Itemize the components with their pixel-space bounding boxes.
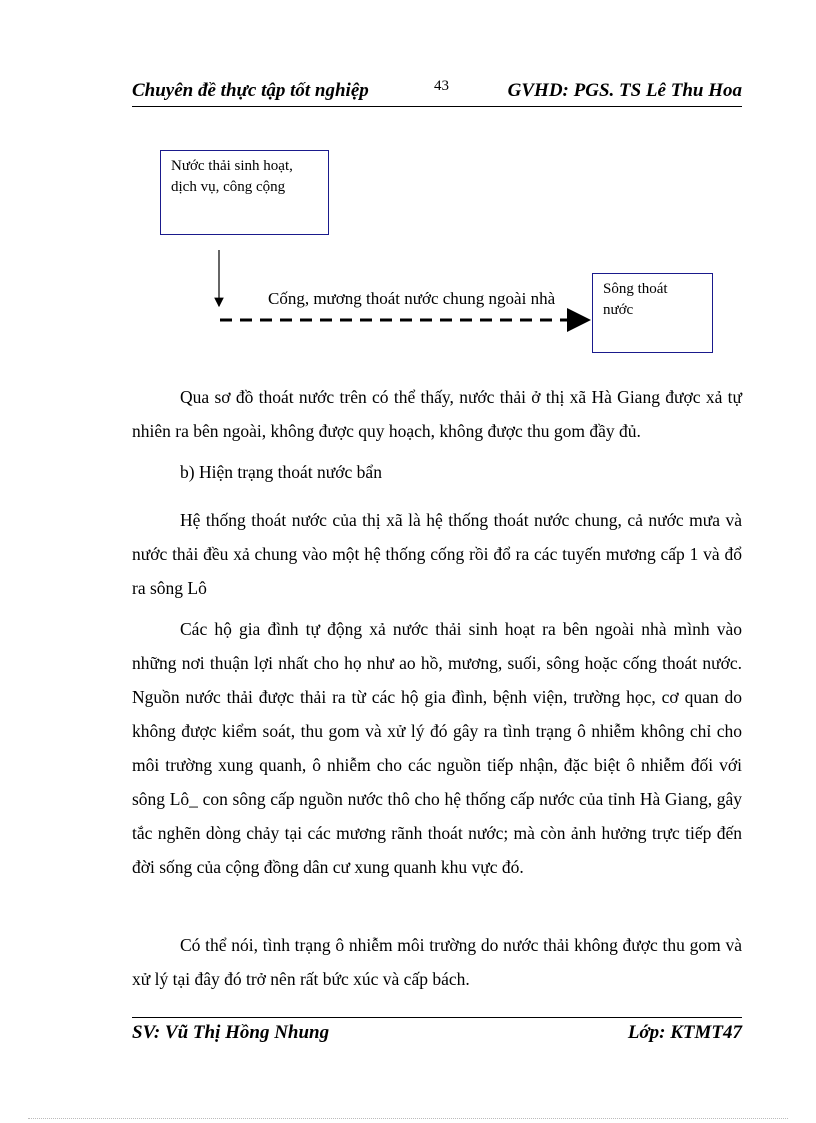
source-box: [160, 150, 329, 235]
target-box-line-1: Sông thoát: [603, 281, 668, 297]
page-edge: [28, 1118, 788, 1119]
footer-rule: [132, 1017, 742, 1018]
channel-label: Cống, mương thoát nước chung ngoài nhà: [268, 289, 556, 308]
footer-student: SV: Vũ Thị Hồng Nhung: [132, 1022, 330, 1043]
page-number: 43: [434, 78, 449, 94]
paragraph-2: Hệ thống thoát nước của thị xã là hệ thống thoát nước chung, cả nước mưa và nước thải đều xả chung vào một hệ thống cống rồi đổ ra các tuyến mương cấp 1 và đổ ra sông Lô: [132, 510, 742, 598]
source-box-line-1: Nước thải sinh hoạt,: [171, 158, 293, 174]
source-box-line-2: dịch vụ, công cộng: [171, 179, 286, 195]
target-box: [592, 273, 713, 353]
paragraph-1: Qua sơ đồ thoát nước trên có thể thấy, nước thải ở thị xã Hà Giang được xả tự nhiên ra bên ngoài, không được quy hoạch, không được thu gom đầy đủ.: [132, 387, 742, 441]
header-title: Chuyên đề thực tập tốt nghiệp: [132, 80, 369, 101]
section-heading: b) Hiện trạng thoát nước bẩn: [180, 462, 382, 482]
paragraph-3: Các hộ gia đình tự động xả nước thải sinh hoạt ra bên ngoài nhà mình vào những nơi thuận lợi nhất cho họ như ao hồ, mương, suối, sông hoặc cống thoát nước. Nguồn nước thải được thải ra từ các hộ gia đình, bệnh viện, trường học, cơ quan do không được kiểm soát, thu gom và xử lý đó gây ra tình trạng ô nhiễm không chỉ cho môi trường xung quanh, ô nhiễm cho các nguồn tiếp nhận, đặc biệt ô nhiễm đối với sông Lô_ con sông cấp nguồn nước thô cho hệ thống cấp nước của tỉnh Hà Giang, gây tắc nghẽn dòng chảy tại các mương rãnh thoát nước; mà còn ảnh hưởng trực tiếp đến đời sống của cộng đồng dân cư xung quanh khu vực đó.: [132, 619, 742, 877]
paragraph-4: Có thể nói, tình trạng ô nhiễm môi trường do nước thải không được thu gom và xử lý tại đây đó trở nên rất bức xúc và cấp bách.: [132, 935, 742, 989]
footer-class: Lớp: KTMT47: [627, 1022, 742, 1043]
target-box-line-2: nước: [603, 302, 634, 318]
header-advisor: GVHD: PGS. TS Lê Thu Hoa: [507, 80, 742, 101]
